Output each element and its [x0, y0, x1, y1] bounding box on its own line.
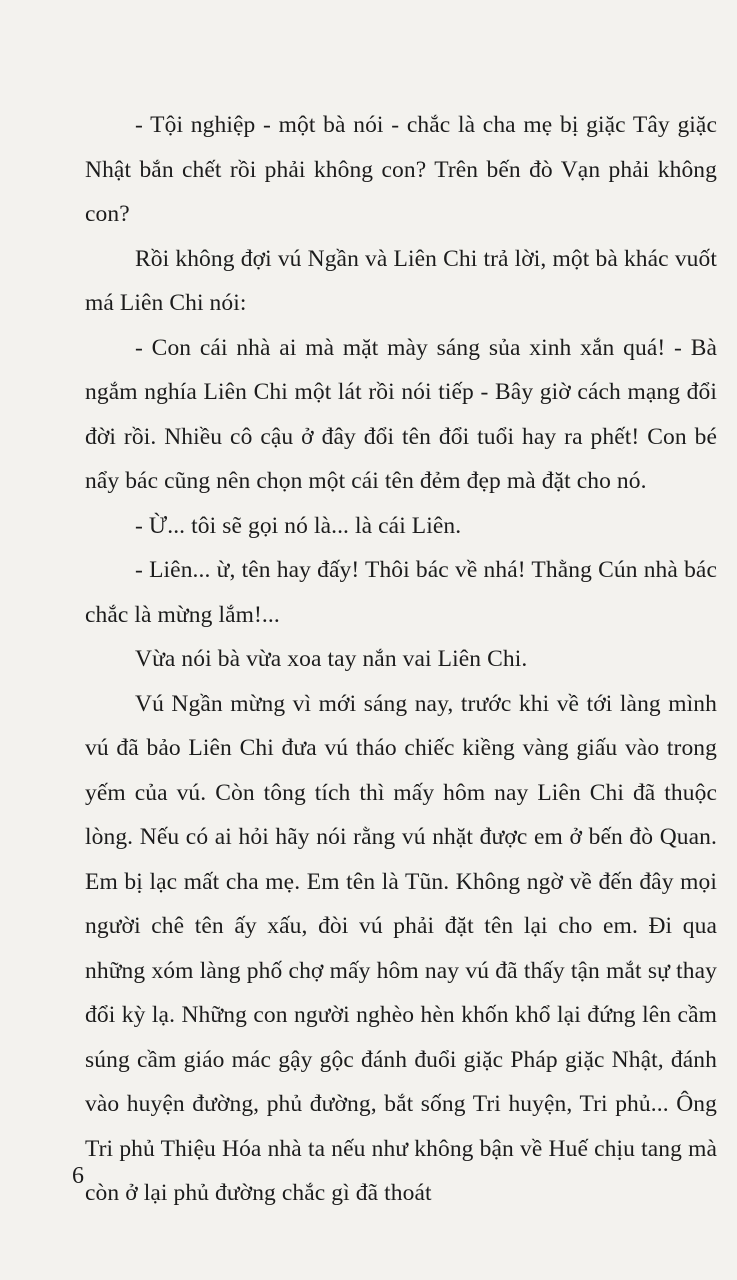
body-text: [85, 103, 717, 1216]
paragraph: - Liên... ừ, tên hay đấy! Thôi bác về nhá! Thằng Cún nhà bác chắc là mừng lắm!...: [85, 557, 717, 628]
paragraph: Vừa nói bà vừa xoa tay nắn vai Liên Chi.: [135, 646, 528, 672]
paragraph: - Con cái nhà ai mà mặt mày sáng sủa xinh xắn quá! - Bà ngắm nghía Liên Chi một lát rồi nói tiếp - Bây giờ cách mạng đổi đời rồi. Nhiều cô cậu ở đây đổi tên đổi tuổi hay ra phết! Con bé nẩy bác cũng nên chọn một cái tên đẻm đẹp mà đặt cho nó.: [85, 334, 717, 494]
paragraph: - Ừ... tôi sẽ gọi nó là... là cái Liên.: [135, 512, 462, 539]
paragraph: Rồi không đợi vú Ngần và Liên Chi trả lời, một bà khác vuốt má Liên Chi nói:: [85, 245, 717, 316]
paragraph: - Tội nghiệp - một bà nói - chắc là cha mẹ bị giặc Tây giặc Nhật bắn chết rồi phải không con? Trên bến đò Vạn phải không con?: [85, 112, 717, 227]
paragraph: Vú Ngần mừng vì mới sáng nay, trước khi về tới làng mình vú đã bảo Liên Chi đưa vú tháo chiếc kiềng vàng giấu vào trong yếm của vú. Còn tông tích thì mấy hôm nay Liên Chi đã thuộc lòng. Nếu có ai hỏi hãy nói rằng vú nhặt được em ở bến đò Quan. Em bị lạc mất cha mẹ. Em tên là Tũn. Không ngờ về đến đây mọi người chê tên ấy xấu, đòi vú phải đặt tên lại cho em. Đi qua những xóm làng phố chợ mấy hôm nay vú đã thấy tận mắt sự thay đổi kỳ lạ. Những con người nghèo hèn khốn khổ lại đứng lên cầm súng cầm giáo mác gậy gộc đánh đuổi giặc Pháp giặc Nhật, đánh vào huyện đường, phủ đường, bắt sống Tri huyện, Tri phủ... Ông Tri phủ Thiệu Hóa nhà ta nếu như không bận về Huế chịu tang mà còn ở lại phủ đường chắc gì đã thoát: [85, 690, 717, 1206]
page-number: 6: [72, 1163, 84, 1189]
